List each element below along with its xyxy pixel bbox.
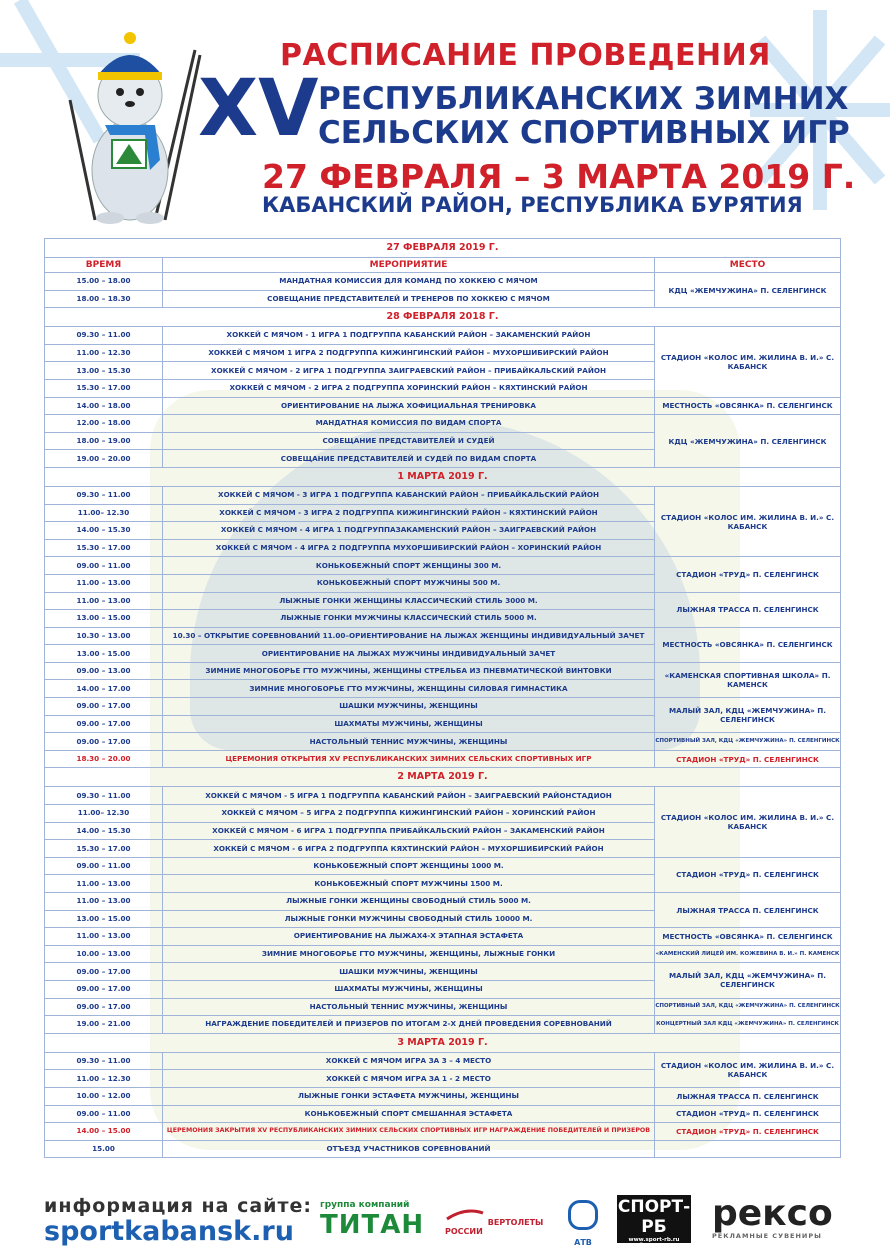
time-cell: 11.00 – 13.00 — [45, 592, 163, 610]
column-header-event: МЕРОПРИЯТИЕ — [163, 258, 655, 273]
place-cell: СТАДИОН «КОЛОС ИМ. ЖИЛИНА В. И.» С. КАБАНСК — [655, 486, 841, 556]
event-cell: ХОККЕЙ С МЯЧОМ - 5 ИГРА 1 ПОДГРУППА КАБАНСКИЙ РАЙОН – ЗАИГРАЕВСКИЙ РАЙОНСТАДИОН — [163, 787, 655, 805]
place-cell: СТАДИОН «ТРУД» П. СЕЛЕНГИНСК — [655, 750, 841, 768]
time-cell: 18.00 – 18.30 — [45, 290, 163, 308]
time-cell: 13.00 – 15.30 — [45, 362, 163, 380]
event-cell: ШАХМАТЫ МУЖЧИНЫ, ЖЕНЩИНЫ — [163, 715, 655, 733]
event-cell: ОРИЕНТИРОВАНИЕ НА ЛЫЖАХ4-Х ЭТАПНАЯ ЭСТАФЕТА — [163, 928, 655, 946]
time-cell: 09.30 – 11.00 — [45, 787, 163, 805]
place-cell: ЛЫЖНАЯ ТРАССА П. СЕЛЕНГИНСК — [655, 592, 841, 627]
table-row — [45, 998, 841, 1016]
time-cell: 09.00 – 11.00 — [45, 857, 163, 875]
event-cell: ЦЕРЕМОНИЯ ЗАКРЫТИЯ XV РЕСПУБЛИКАНСКИХ ЗИМНИХ СЕЛЬСКИХ СПОРТИВНЫХ ИГР НАГРАЖДЕНИЕ ПОБЕДИТЕЛЕЙ И ПРИЗЕРОВ — [163, 1123, 655, 1141]
time-cell: 14.00 – 18.00 — [45, 397, 163, 415]
time-cell: 10.00 – 13.00 — [45, 945, 163, 963]
place-cell: МАЛЫЙ ЗАЛ, КДЦ «ЖЕМЧУЖИНА» П. СЕЛЕНГИНСК — [655, 698, 841, 733]
event-cell: НАСТОЛЬНЫЙ ТЕННИС МУЖЧИНЫ, ЖЕНЩИНЫ — [163, 998, 655, 1016]
table-row — [45, 397, 841, 415]
event-cell: ХОККЕЙ С МЯЧОМ 1 ИГРА 2 ПОДГРУППА КИЖИНГИНСКИЙ РАЙОН – МУХОРШИБИРСКИЙ РАЙОН — [163, 344, 655, 362]
table-row — [45, 1016, 841, 1034]
place-cell: «КАМЕНСКИЙ ЛИЦЕЙ ИМ. КОЖЕВИНА В. И.» П. КАМЕНСК — [655, 945, 841, 963]
event-location: КАБАНСКИЙ РАЙОН, РЕСПУБЛИКА БУРЯТИЯ — [262, 193, 803, 217]
place-cell: СТАДИОН «ТРУД» П. СЕЛЕНГИНСК — [655, 557, 841, 592]
place-cell: СТАДИОН «ТРУД» П. СЕЛЕНГИНСК — [655, 857, 841, 892]
time-cell: 15.30 – 17.00 — [45, 379, 163, 397]
table-row — [45, 627, 841, 645]
event-cell: ХОККЕЙ С МЯЧОМ - 4 ИГРА 1 ПОДГРУППАЗАКАМЕНСКИЙ РАЙОН – ЗАИГРАЕВСКИЙ РАЙОН — [163, 522, 655, 540]
column-header-place: МЕСТО — [655, 258, 841, 273]
titan-logo-small: группа компаний — [320, 1200, 410, 1210]
time-cell: 12.00 – 18.00 — [45, 415, 163, 433]
place-cell: СПОРТИВНЫЙ ЗАЛ, КДЦ «ЖЕМЧУЖИНА» П. СЕЛЕНГИНСК — [655, 733, 841, 751]
time-cell: 09.00 – 11.00 — [45, 1105, 163, 1123]
date-heading: 3 МАРТА 2019 Г. — [45, 1033, 841, 1052]
time-cell: 11.00 – 13.00 — [45, 893, 163, 911]
place-cell: ЛЫЖНАЯ ТРАССА П. СЕЛЕНГИНСК — [655, 893, 841, 928]
table-row — [45, 1140, 841, 1158]
time-cell: 11.00 – 13.00 — [45, 574, 163, 592]
event-cell: ЛЫЖНЫЕ ГОНКИ ЖЕНЩИНЫ СВОБОДНЫЙ СТИЛЬ 5000 М. — [163, 893, 655, 911]
info-label: информация на сайте: — [44, 1195, 312, 1217]
schedule-table — [44, 238, 841, 1158]
rekso-tagline: РЕКЛАМНЫЕ СУВЕНИРЫ — [712, 1232, 822, 1240]
sport-rb-tagline: ВСЁ О СПОРТЕ БУРЯТИИ — [631, 1243, 677, 1255]
place-cell: СТАДИОН «КОЛОС ИМ. ЖИЛИНА В. И.» С. КАБАНСК — [655, 787, 841, 857]
table-row — [45, 787, 841, 805]
table-row — [45, 327, 841, 345]
event-cell: ОРИЕНТИРОВАНИЕ НА ЛЫЖА ХОФИЦИАЛЬНАЯ ТРЕНИРОВКА — [163, 397, 655, 415]
event-cell: НАСТОЛЬНЫЙ ТЕННИС МУЖЧИНЫ, ЖЕНЩИНЫ — [163, 733, 655, 751]
event-cell: МАНДАТНАЯ КОМИССИЯ ПО ВИДАМ СПОРТА — [163, 415, 655, 433]
table-row — [45, 698, 841, 716]
column-header-row — [45, 258, 841, 273]
place-cell: МЕСТНОСТЬ «ОВСЯНКА» П. СЕЛЕНГИНСК — [655, 928, 841, 946]
helicopter-icon — [445, 1205, 485, 1225]
event-cell: ЛЫЖНЫЕ ГОНКИ ЖЕНЩИНЫ КЛАССИЧЕСКИЙ СТИЛЬ 3000 М. — [163, 592, 655, 610]
table-row — [45, 733, 841, 751]
atb-circle-icon — [568, 1200, 598, 1230]
time-cell: 14.00 – 15.00 — [45, 1123, 163, 1141]
event-cell: ХОККЕЙ С МЯЧОМ ИГРА ЗА 1 - 2 МЕСТО — [163, 1070, 655, 1088]
place-cell: СТАДИОН «КОЛОС ИМ. ЖИЛИНА В. И.» С. КАБАНСК — [655, 327, 841, 397]
event-cell: КОНЬКОБЕЖНЫЙ СПОРТ МУЖЧИНЫ 1500 М. — [163, 875, 655, 893]
place-cell: КДЦ «ЖЕМЧУЖИНА» П. СЕЛЕНГИНСК — [655, 273, 841, 308]
event-cell: СОВЕЩАНИЕ ПРЕДСТАВИТЕЛЕЙ И ТРЕНЕРОВ ПО ХОККЕЮ С МЯЧОМ — [163, 290, 655, 308]
time-cell: 11.00 – 12.30 — [45, 1070, 163, 1088]
place-cell: СТАДИОН «КОЛОС ИМ. ЖИЛИНА В. И.» С. КАБАНСК — [655, 1052, 841, 1087]
table-row — [45, 945, 841, 963]
event-cell: ХОККЕЙ С МЯЧОМ ИГРА ЗА 3 – 4 МЕСТО — [163, 1052, 655, 1070]
table-row — [45, 893, 841, 911]
table-row — [45, 963, 841, 981]
event-cell: ХОККЕЙ С МЯЧОМ - 6 ИГРА 2 ПОДГРУППА КЯХТИНСКИЙ РАЙОН – МУХОРШИБИРСКИЙ РАЙОН — [163, 840, 655, 858]
time-cell: 15.30 – 17.00 — [45, 840, 163, 858]
event-cell: СОВЕЩАНИЕ ПРЕДСТАВИТЕЛЕЙ И СУДЕЙ — [163, 432, 655, 450]
time-cell: 15.30 – 17.00 — [45, 539, 163, 557]
time-cell: 09.30 – 11.00 — [45, 327, 163, 345]
place-cell: СПОРТИВНЫЙ ЗАЛ, КДЦ «ЖЕМЧУЖИНА» П. СЕЛЕНГИНСК — [655, 998, 841, 1016]
time-cell: 09.00 – 11.00 — [45, 557, 163, 575]
table-row — [45, 928, 841, 946]
seal-mascot-icon — [50, 30, 210, 230]
table-row — [45, 857, 841, 875]
time-cell: 11.00 – 13.00 — [45, 928, 163, 946]
table-row — [45, 1087, 841, 1105]
event-cell: ШАШКИ МУЖЧИНЫ, ЖЕНЩИНЫ — [163, 963, 655, 981]
header — [0, 0, 890, 230]
date-heading: 28 ФЕВРАЛЯ 2018 Г. — [45, 308, 841, 327]
time-cell: 09.00 – 17.00 — [45, 998, 163, 1016]
helicopters-logo-text: ВЕРТОЛЕТЫ РОССИИ — [445, 1218, 544, 1236]
sport-rb-logo — [617, 1195, 691, 1255]
event-cell: ЛЫЖНЫЕ ГОНКИ МУЖЧИНЫ КЛАССИЧЕСКИЙ СТИЛЬ 5000 М. — [163, 610, 655, 628]
time-cell: 19.00 – 21.00 — [45, 1016, 163, 1034]
time-cell: 13.00 - 15.00 — [45, 645, 163, 663]
date-heading: 1 МАРТА 2019 Г. — [45, 467, 841, 486]
event-dates: 27 ФЕВРАЛЯ – 3 МАРТА 2019 Г. — [262, 157, 856, 196]
event-cell: ШАХМАТЫ МУЖЧИНЫ, ЖЕНЩИНЫ — [163, 980, 655, 998]
event-cell: ХОККЕЙ С МЯЧОМ - 3 ИГРА 2 ПОДГРУППА КИЖИНГИНСКИЙ РАЙОН – КЯХТИНСКИЙ РАЙОН — [163, 504, 655, 522]
event-cell: МАНДАТНАЯ КОМИССИЯ ДЛЯ КОМАНД ПО ХОККЕЮ С МЯЧОМ — [163, 273, 655, 291]
time-cell: 11.00– 12.30 — [45, 504, 163, 522]
place-cell: ЛЫЖНАЯ ТРАССА П. СЕЛЕНГИНСК — [655, 1087, 841, 1105]
place-cell: КОНЦЕРТНЫЙ ЗАЛ КДЦ «ЖЕМЧУЖИНА» П. СЕЛЕНГИНСК — [655, 1016, 841, 1034]
place-cell: МЕСТНОСТЬ «ОВСЯНКА» П. СЕЛЕНГИНСК — [655, 627, 841, 662]
date-row — [45, 768, 841, 787]
website-link[interactable]: sportkabansk.ru — [44, 1216, 294, 1247]
table-row — [45, 1105, 841, 1123]
time-cell: 18.00 – 19.00 — [45, 432, 163, 450]
time-cell: 09.00 – 17.00 — [45, 715, 163, 733]
event-cell: ХОККЕЙ С МЯЧОМ - 2 ИГРА 1 ПОДГРУППА ЗАИГРАЕВСКИЙ РАЙОН – ПРИБАЙКАЛЬСКИЙ РАЙОН — [163, 362, 655, 380]
time-cell: 19.00 – 20.00 — [45, 450, 163, 468]
date-heading: 2 МАРТА 2019 Г. — [45, 768, 841, 787]
time-cell: 09.00 – 17.00 — [45, 733, 163, 751]
event-cell: КОНЬКОБЕЖНЫЙ СПОРТ МУЖЧИНЫ 500 М. — [163, 574, 655, 592]
time-cell: 14.00 – 15.30 — [45, 522, 163, 540]
time-cell: 10.30 – 13.00 — [45, 627, 163, 645]
time-cell: 09.00 – 17.00 — [45, 980, 163, 998]
table-row — [45, 1052, 841, 1070]
table-row — [45, 1123, 841, 1141]
event-cell: ЛЫЖНЫЕ ГОНКИ ЭСТАФЕТА МУЖЧИНЫ, ЖЕНЩИНЫ — [163, 1087, 655, 1105]
time-cell: 14.00 – 17.00 — [45, 680, 163, 698]
time-cell: 15.00 – 18.00 — [45, 273, 163, 291]
titan-logo — [320, 1200, 425, 1240]
place-cell: «КАМЕНСКАЯ СПОРТИВНАЯ ШКОЛА» П. КАМЕНСК — [655, 662, 841, 697]
time-cell: 11.00 – 13.00 — [45, 875, 163, 893]
event-cell: ЗИМНИЕ МНОГОБОРЬЕ ГТО МУЖЧИНЫ, ЖЕНЩИНЫ СИЛОВАЯ ГИМНАСТИКА — [163, 680, 655, 698]
time-cell: 11.00 – 12.30 — [45, 344, 163, 362]
title-line-2: РЕСПУБЛИКАНСКИХ ЗИМНИХ — [318, 81, 849, 117]
column-header-time: ВРЕМЯ — [45, 258, 163, 273]
atb-logo — [568, 1200, 598, 1249]
schedule-table-wrap — [44, 238, 840, 1158]
event-cell: ШАШКИ МУЖЧИНЫ, ЖЕНЩИНЫ — [163, 698, 655, 716]
place-cell: МЕСТНОСТЬ «ОВСЯНКА» П. СЕЛЕНГИНСК — [655, 397, 841, 415]
date-row — [45, 1033, 841, 1052]
time-cell: 09.30 – 11.00 — [45, 486, 163, 504]
event-cell: ЗИМНИЕ МНОГОБОРЬЕ ГТО МУЖЧИНЫ, ЖЕНЩИНЫ, ЛЫЖНЫЕ ГОНКИ — [163, 945, 655, 963]
event-cell: ХОККЕЙ С МЯЧОМ - 3 ИГРА 1 ПОДГРУППА КАБАНСКИЙ РАЙОН – ПРИБАЙКАЛЬСКИЙ РАЙОН — [163, 486, 655, 504]
table-row — [45, 750, 841, 768]
rekso-logo — [712, 1193, 842, 1240]
date-heading: 27 ФЕВРАЛЯ 2019 Г. — [45, 239, 841, 258]
table-row — [45, 415, 841, 433]
place-cell: СТАДИОН «ТРУД» П. СЕЛЕНГИНСК — [655, 1105, 841, 1123]
event-cell: ОТЪЕЗД УЧАСТНИКОВ СОРЕВНОВАНИЙ — [163, 1140, 655, 1158]
title-line-1: РАСПИСАНИЕ ПРОВЕДЕНИЯ — [280, 38, 771, 73]
event-cell: ХОККЕЙ С МЯЧОМ - 2 ИГРА 2 ПОДГРУППА ХОРИНСКИЙ РАЙОН – КЯХТИНСКИЙ РАЙОН — [163, 379, 655, 397]
event-cell: КОНЬКОБЕЖНЫЙ СПОРТ ЖЕНЩИНЫ 300 М. — [163, 557, 655, 575]
time-cell: 09.00 – 13.00 — [45, 662, 163, 680]
event-cell: КОНЬКОБЕЖНЫЙ СПОРТ СМЕШАННАЯ ЭСТАФЕТА — [163, 1105, 655, 1123]
place-cell: КДЦ «ЖЕМЧУЖИНА» П. СЕЛЕНГИНСК — [655, 415, 841, 468]
titan-logo-text: ТИТАН — [320, 1210, 425, 1240]
table-row — [45, 592, 841, 610]
atb-logo-text: АТВ — [574, 1238, 592, 1247]
time-cell: 09.30 – 11.00 — [45, 1052, 163, 1070]
date-row — [45, 467, 841, 486]
time-cell: 09.00 – 17.00 — [45, 963, 163, 981]
date-row — [45, 308, 841, 327]
time-cell: 10.00 – 12.00 — [45, 1087, 163, 1105]
event-cell: ХОККЕЙ С МЯЧОМ - 1 ИГРА 1 ПОДГРУППА КАБАНСКИЙ РАЙОН – ЗАКАМЕНСКИЙ РАЙОН — [163, 327, 655, 345]
time-cell: 14.00 – 15.30 — [45, 822, 163, 840]
place-cell: МАЛЫЙ ЗАЛ, КДЦ «ЖЕМЧУЖИНА» П. СЕЛЕНГИНСК — [655, 963, 841, 998]
table-row — [45, 273, 841, 291]
date-row — [45, 239, 841, 258]
place-cell-empty — [655, 1140, 841, 1158]
event-cell: ОРИЕНТИРОВАНИЕ НА ЛЫЖАХ МУЖЧИНЫ ИНДИВИДУАЛЬНЫЙ ЗАЧЕТ — [163, 645, 655, 663]
time-cell: 13.00 – 15.00 — [45, 610, 163, 628]
table-row — [45, 486, 841, 504]
sport-rb-url: www.sport-rb.ru — [628, 1237, 680, 1243]
table-row — [45, 662, 841, 680]
rekso-logo-text: рексо — [712, 1193, 833, 1234]
table-row — [45, 557, 841, 575]
event-cell: ЗИМНИЕ МНОГОБОРЬЕ ГТО МУЖЧИНЫ, ЖЕНЩИНЫ СТРЕЛЬБА ИЗ ПНЕВМАТИЧЕСКОЙ ВИНТОВКИ — [163, 662, 655, 680]
event-cell: ЛЫЖНЫЕ ГОНКИ МУЖЧИНЫ СВОБОДНЫЙ СТИЛЬ 10000 М. — [163, 910, 655, 928]
time-cell: 18.30 – 20.00 — [45, 750, 163, 768]
event-cell: ХОККЕЙ С МЯЧОМ – 5 ИГРА 2 ПОДГРУППА КИЖИНГИНСКИЙ РАЙОН – ХОРИНСКИЙ РАЙОН — [163, 805, 655, 823]
helicopters-logo — [445, 1205, 545, 1236]
title-lines-2-3 — [318, 82, 850, 150]
title-line-3: СЕЛЬСКИХ СПОРТИВНЫХ ИГР — [318, 115, 850, 151]
event-cell: 10.30 – ОТКРЫТИЕ СОРЕВНОВАНИЙ 11.00–ОРИЕНТИРОВАНИЕ НА ЛЫЖАХ ЖЕНЩИНЫ ИНДИВИДУАЛЬНЫЙ ЗАЧЕТ — [163, 627, 655, 645]
event-cell: СОВЕЩАНИЕ ПРЕДСТАВИТЕЛЕЙ И СУДЕЙ ПО ВИДАМ СПОРТА — [163, 450, 655, 468]
sport-rb-logo-text: СПОРТ-РБ — [617, 1197, 691, 1237]
event-cell: КОНЬКОБЕЖНЫЙ СПОРТ ЖЕНЩИНЫ 1000 М. — [163, 857, 655, 875]
time-cell: 15.00 — [45, 1140, 163, 1158]
time-cell: 13.00 – 15.00 — [45, 910, 163, 928]
place-cell: СТАДИОН «ТРУД» П. СЕЛЕНГИНСК — [655, 1123, 841, 1141]
event-cell: ЦЕРЕМОНИЯ ОТКРЫТИЯ XV РЕСПУБЛИКАНСКИХ ЗИМНИХ СЕЛЬСКИХ СПОРТИВНЫХ ИГР — [163, 750, 655, 768]
time-cell: 09.00 – 17.00 — [45, 698, 163, 716]
event-cell: ХОККЕЙ С МЯЧОМ - 4 ИГРА 2 ПОДГРУППА МУХОРШИБИРСКИЙ РАЙОН – ХОРИНСКИЙ РАЙОН — [163, 539, 655, 557]
event-cell: НАГРАЖДЕНИЕ ПОБЕДИТЕЛЕЙ И ПРИЗЕРОВ ПО ИТОГАМ 2-Х ДНЕЙ ПРОВЕДЕНИЯ СОРЕВНОВАНИЙ — [163, 1016, 655, 1034]
roman-numeral: XV — [198, 64, 319, 154]
event-cell: ХОККЕЙ С МЯЧОМ - 6 ИГРА 1 ПОДГРУППА ПРИБАЙКАЛЬСКИЙ РАЙОН – ЗАКАМЕНСКИЙ РАЙОН — [163, 822, 655, 840]
time-cell: 11.00– 12.30 — [45, 805, 163, 823]
